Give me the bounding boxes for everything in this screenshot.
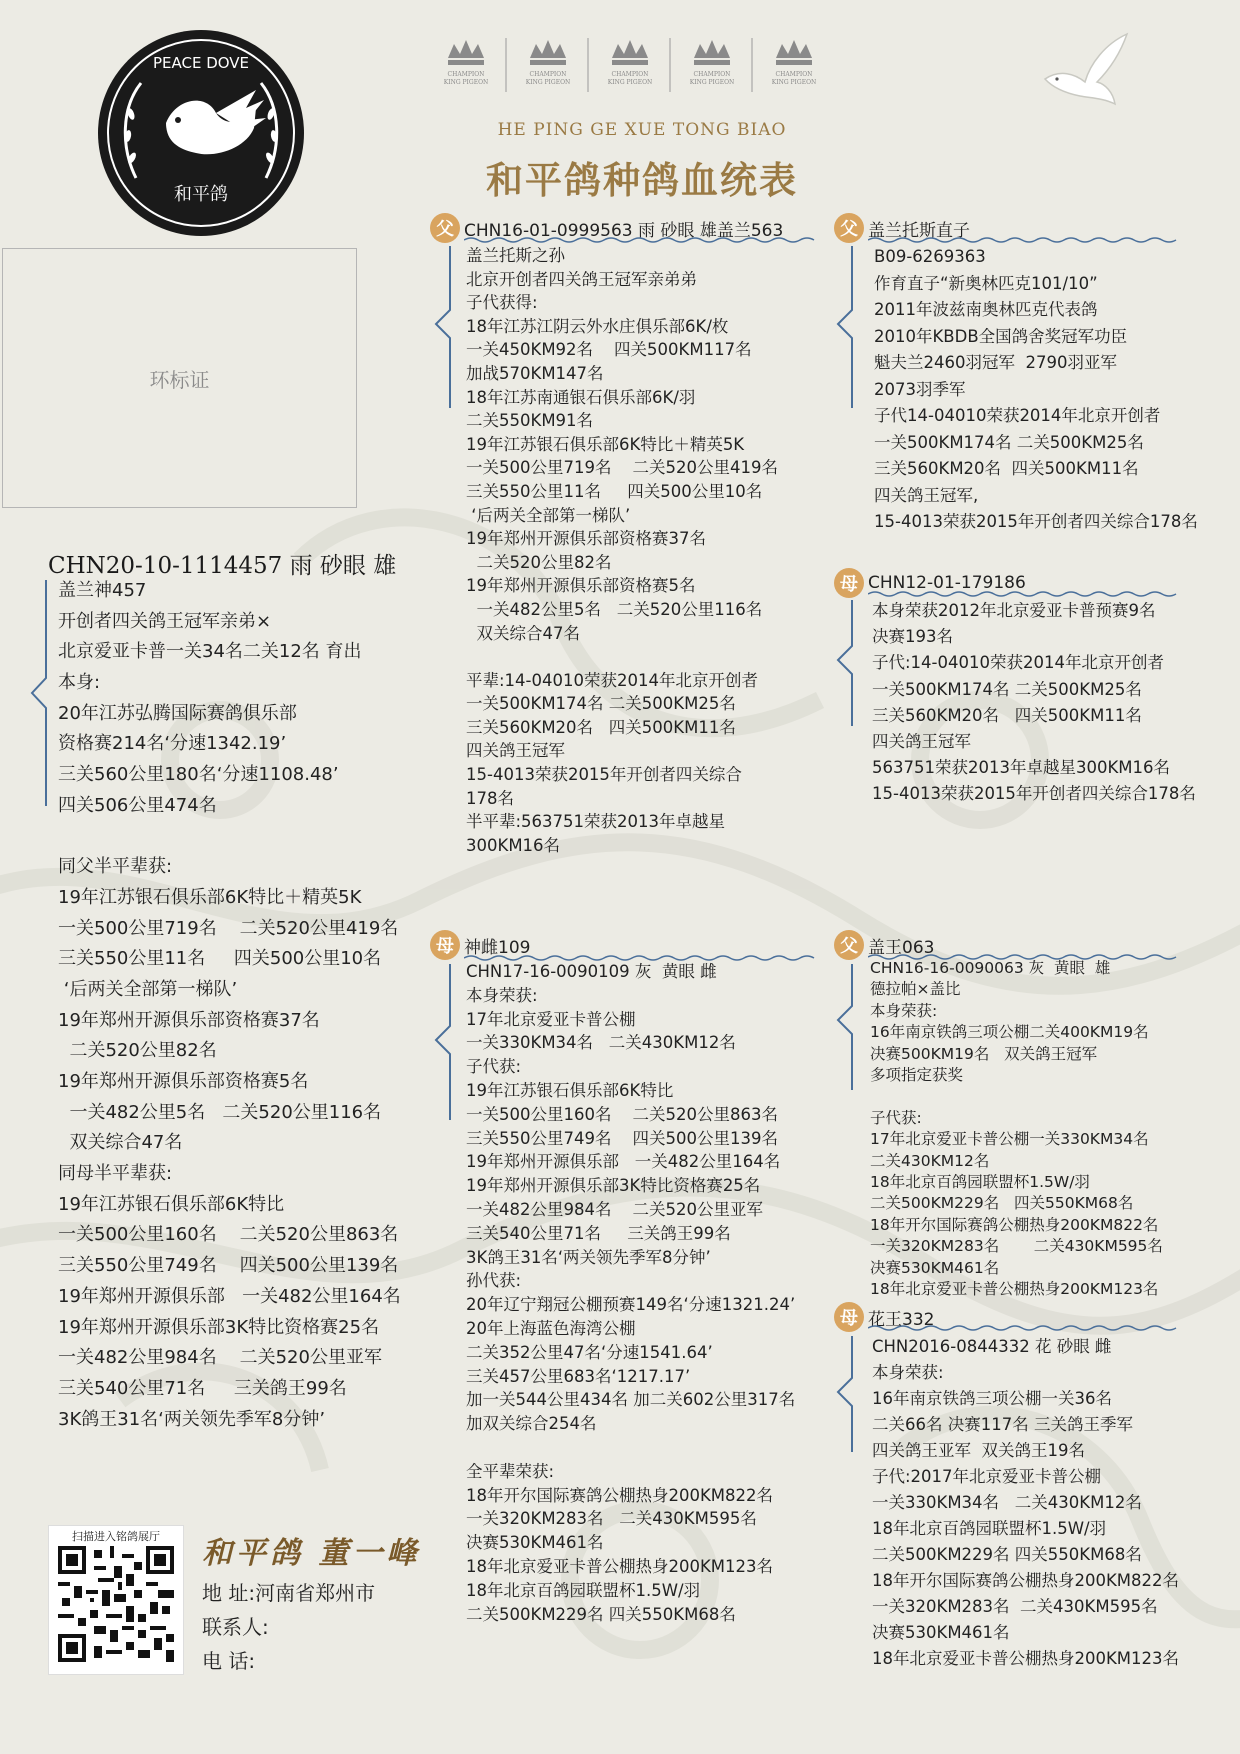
qr-code-card[interactable]	[48, 1525, 184, 1675]
sire-line: 北京开创者四关鸽王冠军亲弟弟	[466, 269, 697, 289]
dam-line: 18年开尔国际赛鸽公棚热身200KM822名	[466, 1485, 774, 1505]
dam-line: 二关500KM229名 四关550KM68名	[466, 1604, 736, 1624]
crown-icon	[612, 40, 648, 65]
dam-sire-line: 18年北京百鸽园联盟杯1.5W/羽	[870, 1173, 1090, 1192]
subject-line: 盖兰神457	[58, 580, 147, 601]
sire-dam-badge: 母	[834, 568, 864, 598]
subject-line: ‘后两关全部第一梯队’	[58, 978, 238, 1000]
dam-sire-line: 德拉帕×盖比	[870, 980, 961, 999]
dam-line: 子代获:	[466, 1057, 522, 1077]
crown-caption-2: KING PIGEON	[771, 79, 817, 86]
sire-lines	[466, 244, 778, 857]
dam-sire-line	[870, 1086, 1163, 1107]
subject-line: 一关500公里719名 二关520公里419名	[58, 917, 399, 939]
dam-dam-line: 二关500KM229名 四关550KM68名	[872, 1545, 1142, 1564]
dam-line: 19年江苏银石俱乐部6K特比	[466, 1080, 674, 1100]
dam-dam-bracket	[832, 1334, 856, 1454]
dam-line: 19年郑州开源俱乐部3K特比资格赛25名	[466, 1176, 761, 1196]
dam-line: 20年上海蓝色海湾公棚	[466, 1318, 636, 1338]
sire-sire-line: 三关560KM20名 四关500KM11名	[874, 459, 1139, 478]
dam-line: 3K鸽王31名‘两关领先季军8分钟’	[466, 1247, 711, 1267]
pinyin-title: HE PING GE XUE TONG BIAO	[497, 120, 787, 140]
dam-dam-line: 18年北京爱亚卡普公棚热身200KM123名	[872, 1649, 1180, 1668]
subject-line: 19年郑州开源俱乐部资格赛37名	[58, 1009, 320, 1031]
sire-line: 四关鸽王冠军	[466, 741, 565, 761]
subject-line: 双关综合47名	[58, 1132, 183, 1154]
dam-line: 一关500公里160名 二关520公里863名	[466, 1104, 778, 1124]
dam-sire-line: 二关500KM229名 四关550KM68名	[870, 1194, 1134, 1213]
crown-caption-1: CHAMPION	[529, 71, 567, 78]
sire-line: 178名	[466, 788, 514, 808]
dam-line: 一关320KM283名 二关430KM595名	[466, 1509, 757, 1529]
qr-caption: 扫描进入铭鸽展厅	[72, 1530, 160, 1543]
subject-line: 三关540公里71名 三关鸽王99名	[58, 1377, 347, 1399]
dam-dam-line: 本身荣获:	[872, 1363, 944, 1382]
dam-dam-badge: 母	[834, 1302, 864, 1332]
sire-sire-line: 2011年波兹南奥林匹克代表鸽	[874, 300, 1098, 319]
dam-line: 决赛530KM461名	[466, 1533, 604, 1553]
crown-caption-2: KING PIGEON	[607, 79, 653, 86]
sire-line: 19年郑州开源俱乐部资格赛37名	[466, 529, 706, 549]
sire-line: 平辈:14-04010荣获2014年北京开创者	[466, 670, 758, 690]
address-label: 地 址:	[202, 1581, 256, 1605]
dam-dam-line: 子代:2017年北京爱亚卡普公棚	[872, 1467, 1102, 1486]
subject-line: 19年江苏银石俱乐部6K特比	[58, 1193, 285, 1215]
sire-sire-line: 一关500KM174名 二关500KM25名	[874, 432, 1144, 452]
sire-sire-badge: 父	[834, 213, 864, 243]
dam-line: 18年北京百鸽园联盟杯1.5W/羽	[466, 1580, 701, 1600]
dam-line: 全平辈荣获:	[466, 1461, 555, 1481]
phone-label: 电 话:	[202, 1649, 256, 1673]
dam-line: 三关457公里683名‘1217.17’	[466, 1366, 691, 1386]
subject-line: 三关550公里749名 四关500公里139名	[58, 1255, 399, 1277]
dam-sire-line: 本身荣获:	[870, 1001, 938, 1020]
dam-dam-line: 四关鸽王亚军 双关鸽王19名	[872, 1441, 1085, 1460]
crown-icon	[530, 40, 566, 65]
subject-line: 同母半平辈获:	[58, 1163, 173, 1185]
crown-row	[430, 36, 840, 96]
dam-sire-line: 17年北京爱亚卡普公棚一关330KM34名	[870, 1130, 1149, 1149]
sire-sire-line: 四关鸽王冠军,	[874, 485, 979, 505]
dam-line: 19年郑州开源俱乐部 一关482公里164名	[466, 1152, 781, 1172]
dam-sire-line: CHN16-16-0090063 灰 黄眼 雄	[870, 959, 1111, 977]
crown-caption-1: CHAMPION	[693, 71, 731, 78]
dam-sire-line: 一关320KM283名 二关430KM595名	[870, 1237, 1163, 1256]
subject-line: 19年江苏银石俱乐部6K特比＋精英5K	[58, 886, 362, 908]
sire-line: 双关综合47名	[466, 623, 580, 643]
subject-line: 北京爱亚卡普一关34名二关12名 育出	[58, 641, 362, 663]
dam-sire-bracket	[832, 962, 856, 1092]
sire-sire-line: 2073羽季军	[874, 379, 966, 399]
page-title: 和平鸽种鸽血统表	[486, 158, 798, 202]
crown-caption-2: KING PIGEON	[689, 79, 735, 86]
sire-badge: 父	[430, 213, 460, 243]
subject-line: 同父半平辈获:	[58, 856, 173, 878]
dam-line: 一关330KM34名 二关430KM12名	[466, 1033, 736, 1053]
sire-line: ‘后两关全部第一梯队’	[466, 505, 631, 525]
dam-line: 加一关544公里434名 加二关602公里317名	[466, 1390, 796, 1410]
subject-lines	[58, 576, 401, 1435]
ring-certificate-box	[2, 248, 357, 508]
dam-sire-lines	[870, 958, 1163, 1301]
dam-line: 加双关综合254名	[466, 1414, 597, 1434]
contact-info	[202, 1576, 375, 1678]
qr-code-icon[interactable]	[58, 1546, 174, 1662]
crown-icon	[776, 40, 812, 65]
dam-dam-name: 花王332	[868, 1309, 935, 1330]
sire-line: 一关500公里719名 二关520公里419名	[466, 458, 778, 478]
sire-sire-line: B09-6269363	[874, 247, 986, 266]
dam-bracket	[430, 962, 454, 1122]
subject-line: 3K鸽王31名‘两关领先季军8分钟’	[58, 1408, 326, 1430]
dam-dam-line: 16年南京铁鸽三项公棚一关36名	[872, 1389, 1112, 1408]
sire-dam-line: 子代:14-04010荣获2014年北京开创者	[872, 653, 1164, 673]
subject-header: CHN20-10-1114457 雨 砂眼 雄	[48, 553, 397, 579]
subject-line: 四关506公里474名	[58, 794, 217, 816]
crown-caption-1: CHAMPION	[775, 71, 813, 78]
crown-icon	[694, 40, 730, 65]
subject-bracket	[26, 578, 50, 808]
sire-line: 二关550KM91名	[466, 411, 594, 431]
dam-name: 神雌109	[464, 937, 531, 958]
dam-dam-line: 18年北京百鸽园联盟杯1.5W/羽	[872, 1519, 1107, 1538]
sire-line: 二关520公里82名	[466, 552, 612, 572]
sire-sire-line: 2010年KBDB全国鸽舍奖冠军功臣	[874, 326, 1128, 346]
dam-sire-line: 决赛530KM461名	[870, 1258, 1000, 1277]
crown-icon	[448, 40, 484, 65]
contact-label: 联系人:	[202, 1615, 269, 1639]
contact-row	[202, 1610, 375, 1644]
subject-line: 开创者四关鸽王冠军亲弟×	[58, 610, 272, 632]
sire-sire-bracket	[832, 244, 856, 410]
dam-dam-line: CHN2016-0844332 花 砂眼 雌	[872, 1337, 1112, 1356]
dam-dam-line: 二关66名 决赛117名 三关鸽王季军	[872, 1415, 1133, 1434]
sire-dam-wave-divider	[868, 590, 1188, 598]
sire-line	[466, 645, 778, 669]
ring-certificate-label: 环标证	[149, 367, 210, 392]
sire-line: 一关450KM92名 四关500KM117名	[466, 340, 752, 360]
dam-sire-line: 16年南京铁鸽三项公棚二关400KM19名	[870, 1023, 1149, 1042]
peace-dove-logo-icon	[96, 28, 306, 238]
sire-line: 一关500KM174名 二关500KM25名	[466, 694, 736, 714]
dam-sire-line: 二关430KM12名	[870, 1151, 990, 1170]
sire-line: 三关550公里11名 四关500公里10名	[466, 481, 763, 501]
address-value: 河南省郑州市	[255, 1581, 376, 1605]
sire-line: 300KM16名	[466, 835, 561, 855]
dam-dam-line: 决赛530KM461名	[872, 1623, 1010, 1642]
crown-caption-2: KING PIGEON	[443, 79, 489, 86]
sire-wave-divider	[464, 236, 824, 244]
subject-line: 20年江苏弘腾国际赛鸽俱乐部	[58, 702, 297, 724]
sire-sire-lines	[874, 244, 1198, 536]
sire-sire-line: 15-4013荣获2015年开创者四关综合178名	[874, 512, 1198, 531]
sire-line: 子代获得:	[466, 293, 538, 313]
dam-line: 本身荣获:	[466, 985, 538, 1005]
dam-dam-line: 一关330KM34名 二关430KM12名	[872, 1493, 1142, 1512]
dam-line: 三关550公里749名 四关500公里139名	[466, 1128, 778, 1148]
sire-line: 19年江苏银石俱乐部6K特比＋精英5K	[466, 434, 745, 454]
subject-line: 资格赛214名‘分速1342.19’	[58, 733, 287, 755]
sire-line: 盖兰托斯之孙	[466, 246, 565, 265]
dam-line: 18年北京爱亚卡普公棚热身200KM123名	[466, 1556, 774, 1576]
sire-dam-lines	[872, 598, 1196, 808]
dam-sire-line: 决赛500KM19名 双关鸽王冠军	[870, 1044, 1098, 1063]
sire-dam-ring-number: CHN12-01-179186	[868, 573, 1026, 593]
sire-dam-line: 15-4013荣获2015年开创者四关综合178名	[872, 784, 1196, 804]
sire-sire-line: 子代14-04010荣获2014年北京开创者	[874, 406, 1161, 425]
flying-dove-icon	[1035, 24, 1135, 124]
dam-line: 三关540公里71名 三关鸽王99名	[466, 1223, 731, 1243]
dam-sire-line: 子代获:	[870, 1108, 922, 1127]
dam-lines	[466, 960, 795, 1626]
sire-line: 18年江苏南通银石俱乐部6K/羽	[466, 387, 696, 407]
sire-line: 半平辈:563751荣获2013年卓越星	[466, 812, 726, 832]
crown-caption-1: CHAMPION	[611, 71, 649, 78]
sire-line: 一关482公里5名 二关520公里116名	[466, 599, 763, 619]
subject-line: 二关520公里82名	[58, 1040, 217, 1062]
logo-top-text: PEACE DOVE	[152, 54, 250, 72]
subject-line: 三关550公里11名 四关500公里10名	[58, 948, 382, 970]
sire-sire-line: 作育直子“新奥林匹克101/10”	[874, 273, 1098, 293]
dam-sire-line: 多项指定获奖	[870, 1066, 964, 1085]
dam-dam-line: 18年开尔国际赛鸽公棚热身200KM822名	[872, 1571, 1180, 1590]
dam-sire-badge: 父	[834, 930, 864, 960]
subject-line: 一关482公里5名 二关520公里116名	[58, 1101, 382, 1123]
dam-badge: 母	[430, 930, 460, 960]
dam-sire-line: 18年开尔国际赛鸽公棚热身200KM822名	[870, 1215, 1159, 1234]
dam-dam-line: 一关320KM283名 二关430KM595名	[872, 1597, 1158, 1616]
crown-caption-2: KING PIGEON	[525, 79, 571, 86]
dam-line: 20年辽宁翔冠公棚预赛149名‘分速1321.24’	[466, 1295, 796, 1315]
sire-line: 加战570KM147名	[466, 363, 604, 383]
subject-line	[58, 822, 401, 853]
sire-ring-number: CHN16-01-0999563 雨 砂眼 雄盖兰563	[464, 220, 784, 241]
sire-line: 19年郑州开源俱乐部资格赛5名	[466, 576, 696, 596]
sire-sire-line: 魁夫兰2460羽冠军 2790羽亚军	[874, 353, 1117, 372]
sire-dam-line: 一关500KM174名 二关500KM25名	[872, 679, 1142, 699]
subject-line: 一关482公里984名 二关520公里亚军	[58, 1347, 382, 1369]
dam-line: 孙代获:	[466, 1271, 522, 1291]
sire-dam-line: 563751荣获2013年卓越星300KM16名	[872, 758, 1171, 778]
sire-line: 15-4013荣获2015年开创者四关综合	[466, 765, 742, 785]
sire-dam-bracket	[832, 598, 856, 728]
sire-dam-line: 四关鸽王冠军	[872, 732, 971, 752]
subject-line: 一关500公里160名 二关520公里863名	[58, 1224, 399, 1246]
logo-chinese-text: 和平鸽	[174, 184, 228, 205]
sire-line: 18年江苏江阴云外水庄俱乐部6K/枚	[466, 316, 729, 336]
subject-line: 19年郑州开源俱乐部资格赛5名	[58, 1071, 309, 1092]
subject-line: 本身:	[58, 672, 101, 694]
sire-line: 三关560KM20名 四关500KM11名	[466, 717, 736, 737]
phone-row	[202, 1644, 375, 1678]
dam-dam-lines	[872, 1334, 1179, 1672]
sire-dam-line: 三关560KM20名 四关500KM11名	[872, 705, 1142, 725]
subject-line: 19年郑州开源俱乐部3K特比资格赛25名	[58, 1316, 380, 1338]
subject-line: 19年郑州开源俱乐部 一关482公里164名	[58, 1285, 401, 1307]
sire-sire-name: 盖兰托斯直子	[868, 220, 970, 241]
dam-line: CHN17-16-0090109 灰 黄眼 雌	[466, 962, 717, 981]
sire-dam-line: 决赛193名	[872, 627, 953, 647]
dam-line: 17年北京爱亚卡普公棚	[466, 1009, 636, 1029]
address-row	[202, 1576, 375, 1610]
sire-sire-wave-divider	[868, 236, 1188, 244]
dam-sire-name: 盖王063	[868, 937, 935, 958]
dam-line	[466, 1436, 795, 1460]
dam-line: 一关482公里984名 二关520公里亚军	[466, 1199, 763, 1219]
signature: 和平鸽 董一峰	[202, 1536, 421, 1571]
sire-dam-line: 本身荣获2012年北京爱亚卡普预赛9名	[872, 601, 1156, 620]
sire-bracket	[430, 244, 454, 410]
dam-dam-wave-divider	[868, 1324, 1188, 1332]
dam-line: 二关352公里47名‘分速1541.64’	[466, 1342, 713, 1362]
dam-sire-line: 18年北京爱亚卡普公棚热身200KM123名	[870, 1280, 1159, 1299]
crown-caption-1: CHAMPION	[447, 71, 485, 78]
subject-line: 三关560公里180名‘分速1108.48’	[58, 764, 339, 786]
